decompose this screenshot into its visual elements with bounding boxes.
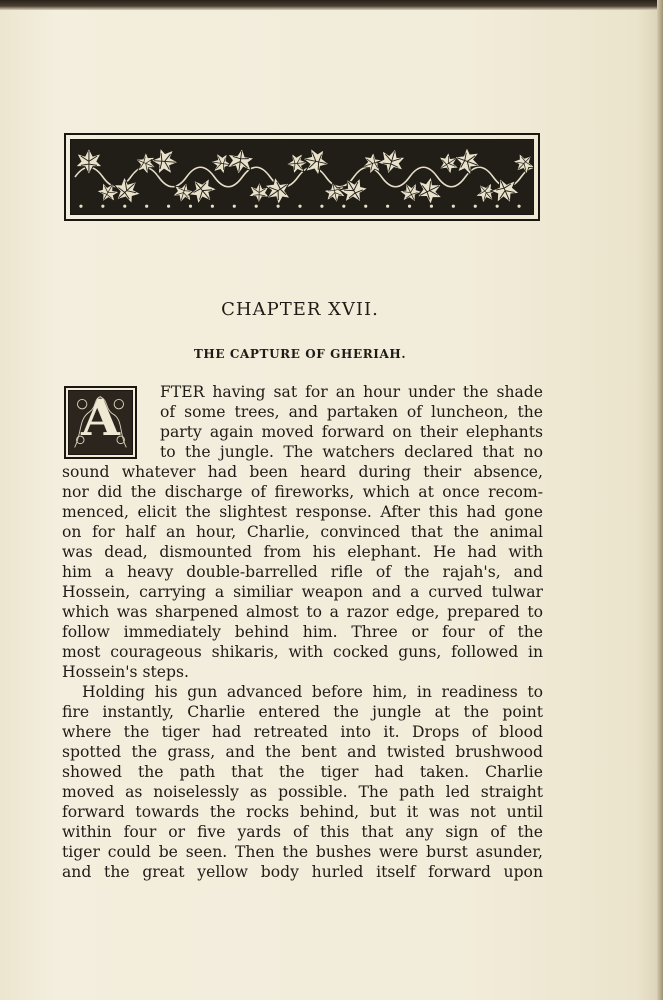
text-line: was dead, dismounted from his elephant. He had with	[62, 543, 543, 561]
drop-cap-initial-icon	[64, 386, 137, 459]
text-line: Hossein's steps.	[62, 663, 189, 681]
text-line: Holding his gun advanced before him, in readiness to	[82, 683, 543, 701]
text-line: sound whatever had been heard during their absence,	[62, 463, 543, 481]
text-line: fire instantly, Charlie entered the jungle at the point	[62, 703, 543, 721]
text-line: forward towards the rocks behind, but it was not until	[62, 803, 543, 821]
text-line: and the great yellow body hurled itself forward upon	[62, 863, 543, 881]
text-line: within four or five yards of this that any sign of the	[62, 823, 543, 841]
text-line: him a heavy double-barrelled rifle of the rajah's, and	[62, 563, 543, 581]
text-line: FTER having sat for an hour under the shade	[160, 383, 543, 401]
text-line: tiger could be seen. Then the bushes were burst asunder,	[62, 843, 543, 861]
drop-cap-letter: A	[81, 390, 120, 447]
text-line: moved as noiselessly as possible. The path led straight	[62, 783, 543, 801]
text-line: of some trees, and partaken of luncheon, the	[160, 403, 543, 421]
page-top-shadow	[0, 0, 663, 10]
text-line: most courageous shikaris, with cocked guns, followed in	[62, 643, 543, 661]
text-line: nor did the discharge of fireworks, which at once recom-	[62, 483, 543, 501]
text-line: where the tiger had retreated into it. Drops of blood	[62, 723, 543, 741]
text-line: to the jungle. The watchers declared that no	[160, 443, 543, 461]
chapter-title: CHAPTER XVII.	[221, 299, 379, 320]
text-line: which was sharpened almost to a razor edge, prepared to	[62, 603, 543, 621]
text-line: showed the path that the tiger had taken. Charlie	[62, 763, 543, 781]
text-line: on for half an hour, Charlie, convinced that the animal	[62, 523, 543, 541]
text-line: Hossein, carrying a similiar weapon and a curved tulwar	[62, 583, 543, 601]
text-line: party again moved forward on their elephants	[160, 423, 543, 441]
text-line: follow immediately behind him. Three or four of the	[62, 623, 543, 641]
ivy-ornament-headpiece-icon	[64, 133, 540, 221]
chapter-subtitle: THE CAPTURE OF GHERIAH.	[193, 347, 407, 361]
text-line: menced, elicit the slightest response. After this had gone	[62, 503, 543, 521]
page-right-edge	[657, 0, 663, 1000]
text-line: spotted the grass, and the bent and twisted brushwood	[62, 743, 543, 761]
